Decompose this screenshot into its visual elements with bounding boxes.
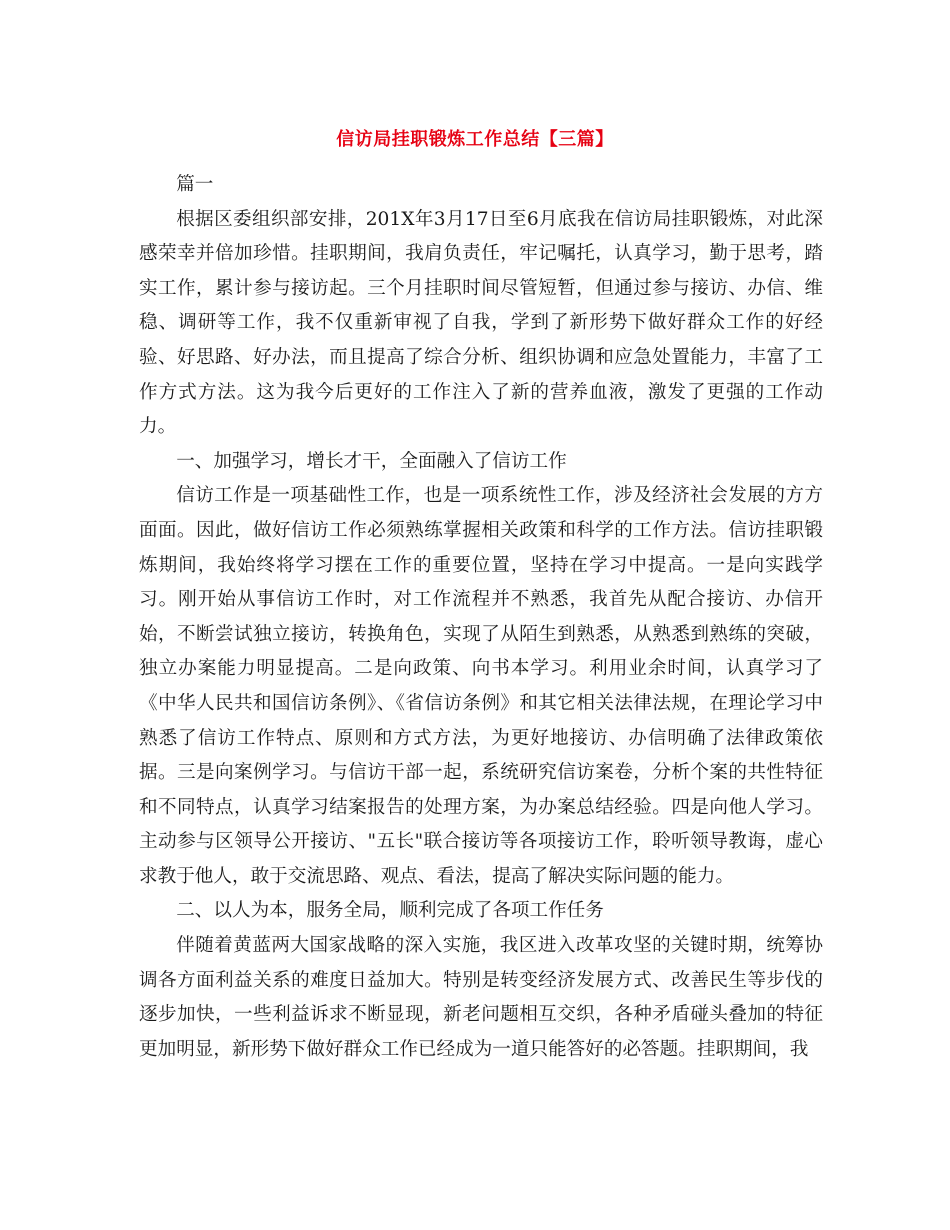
document-title: 信访局挂职锻炼工作总结【三篇】 bbox=[336, 129, 614, 150]
section-2-paragraph: 伴随着黄蓝两大国家战略的深入实施，我区进入改革攻坚的关键时期，统筹协调各方面利益关系的难度日益加大。特别是转变经济发展方式、改善民生等步伐的逐步加快，一些利益诉求不断显现，新老问题相互交织，各种矛盾碰头叠加的特征更加明显，新形势下做好群众工作已经成为一道只能答好的必答题。挂职期间，我 bbox=[139, 935, 823, 1060]
section-heading-part-one: 篇一 bbox=[176, 174, 214, 195]
intro-paragraph: 根据区委组织部安排，201X年3月17日至6月底我在信访局挂职锻炼，对此深感荣幸并倍加珍惜。挂职期间，我肩负责任，牢记嘱托，认真学习，勤于思考，踏实工作，累计参与接访起。三个月挂职时间尽管短暂，但通过参与接访、办信、维稳、调研等工作，我不仅重新审视了自我，学到了新形势下做好群众工作的好经验、好思路、好办法，而且提高了综合分析、组织协调和应急处置能力，丰富了工作方式方法。这为我今后更好的工作注入了新的营养血液，激发了更强的工作动力。 bbox=[139, 208, 823, 438]
section-heading-2: 二、以人为本，服务全局，顺利完成了各项工作任务 bbox=[176, 900, 604, 922]
section-heading-1: 一、加强学习，增长才干，全面融入了信访工作 bbox=[176, 450, 567, 472]
section-1-paragraph: 信访工作是一项基础性工作，也是一项系统性工作，涉及经济社会发展的方方面面。因此，做好信访工作必须熟练掌握相关政策和科学的工作方法。信访挂职锻炼期间，我始终将学习摆在工作的重要位置，坚持在学习中提高。一是向实践学习。刚开始从事信访工作时，对工作流程并不熟悉，我首先从配合接访、办信开始，不断尝试独立接访，转换角色，实现了从陌生到熟悉，从熟悉到熟练的突破，独立办案能力明显提高。二是向政策、向书本学习。利用业余时间，认真学习了《中华人民共和国信访条例》、《省信访条例》和其它相关法律法规，在理论学习中熟悉了信访工作特点、原则和方式方法，为更好地接访、办信明确了法律政策依据。三是向案例学习。与信访干部一起，系统研究信访案卷，分析个案的共性特征和不同特点，认真学习结案报告的处理方案，为办案总结经验。四是向他人学习。主动参与区领导公开接访、"五长"联合接访等各项接访工作，聆听领导教诲，虚心求教于他人，敢于交流思路、观点、看法，提高了解决实际问题的能力。 bbox=[139, 485, 823, 887]
document-body bbox=[139, 168, 823, 1067]
